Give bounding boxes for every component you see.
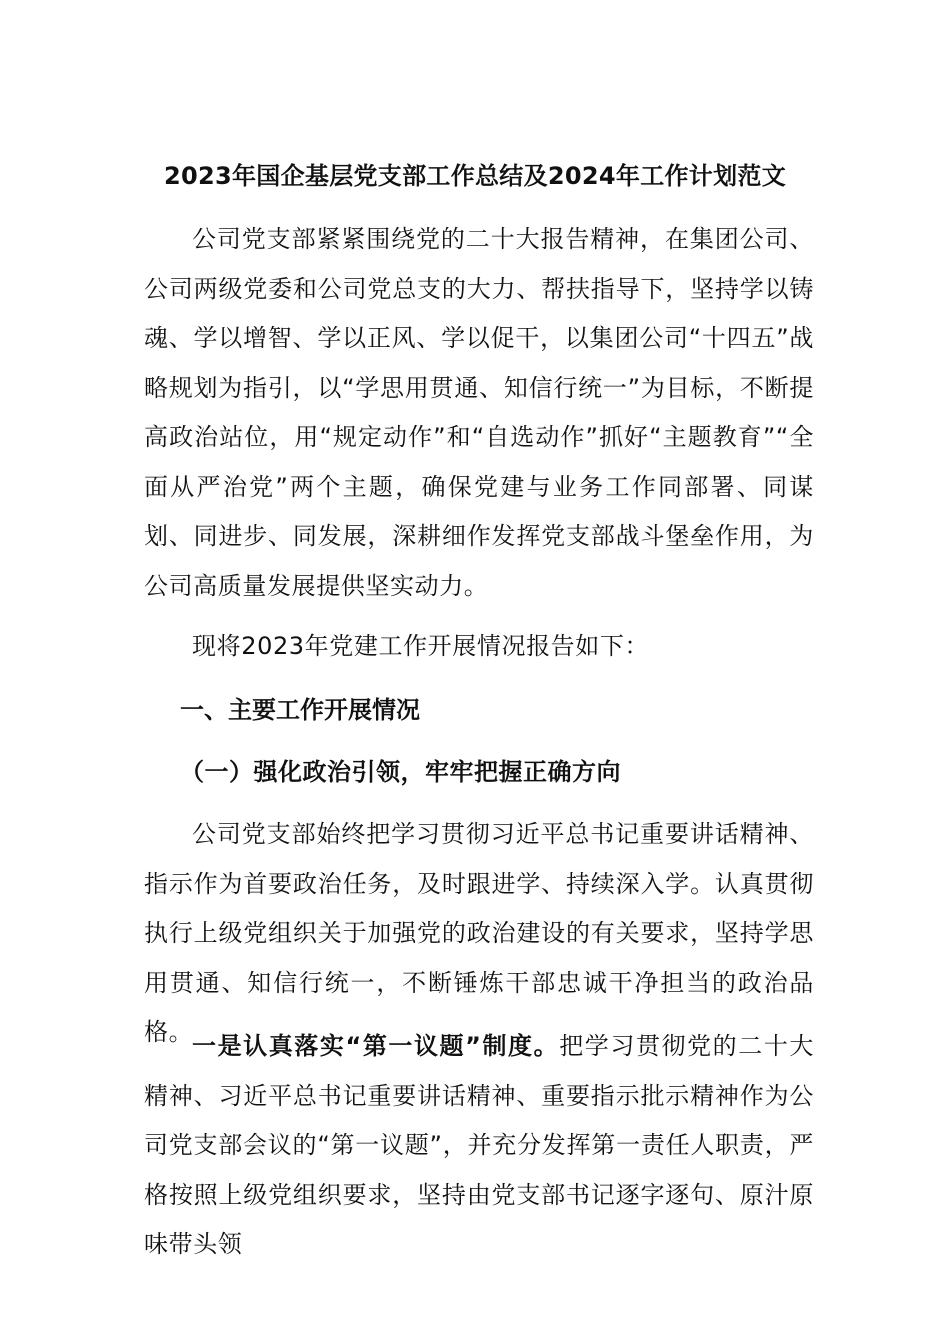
subsection-1-paragraph: 公司党支部始终把学习贯彻习近平总书记重要讲话精神、指示作为首要政治任务，及时跟进学、持续深入学。认真贯彻执行上级党组织关于加强党的政治建设的有关要求，坚持学思用贯通、知信行统一，不断锤炼干部忠诚干净担当的政治品格。	[144, 820, 814, 1046]
document-title: 2023年国企基层党支部工作总结及2024年工作计划范文	[164, 162, 786, 190]
subsection-heading-1: （一）强化政治引领，牢牢把握正确方向	[180, 758, 621, 786]
item-1-lead: 一是认真落实“第一议题”制度。	[192, 1032, 560, 1060]
intro-paragraph: 公司党支部紧紧围绕党的二十大报告精神，在集团公司、公司两级党委和公司党总支的大力、帮扶指导下，坚持学以铸魂、学以增智、学以正风、学以促干，以集团公司“十四五”战略规划为指引，以“学思用贯通、知信行统一”为目标，不断提高政治站位，用“规定动作”和“自选动作”抓好“主题教育”“全面从严治党”两个主题，确保党建与业务工作同部署、同谋划、同进步、同发展，深耕细作发挥党支部战斗堡垒作用，为公司高质量发展提供坚实动力。	[144, 225, 814, 600]
item-1-paragraph	[144, 1022, 814, 1270]
report-intro-line: 现将2023年党建工作开展情况报告如下：	[192, 632, 650, 660]
section-heading-1: 一、主要工作开展情况	[180, 696, 420, 724]
item-1-body: 把学习贯彻党的二十大精神、习近平总书记重要讲话精神、重要指示批示精神作为公司党支部会议的“第一议题”，并充分发挥第一责任人职责，严格按照上级党组织要求，坚持由党支部书记逐字逐句、原汁原味带头领	[144, 1032, 815, 1258]
